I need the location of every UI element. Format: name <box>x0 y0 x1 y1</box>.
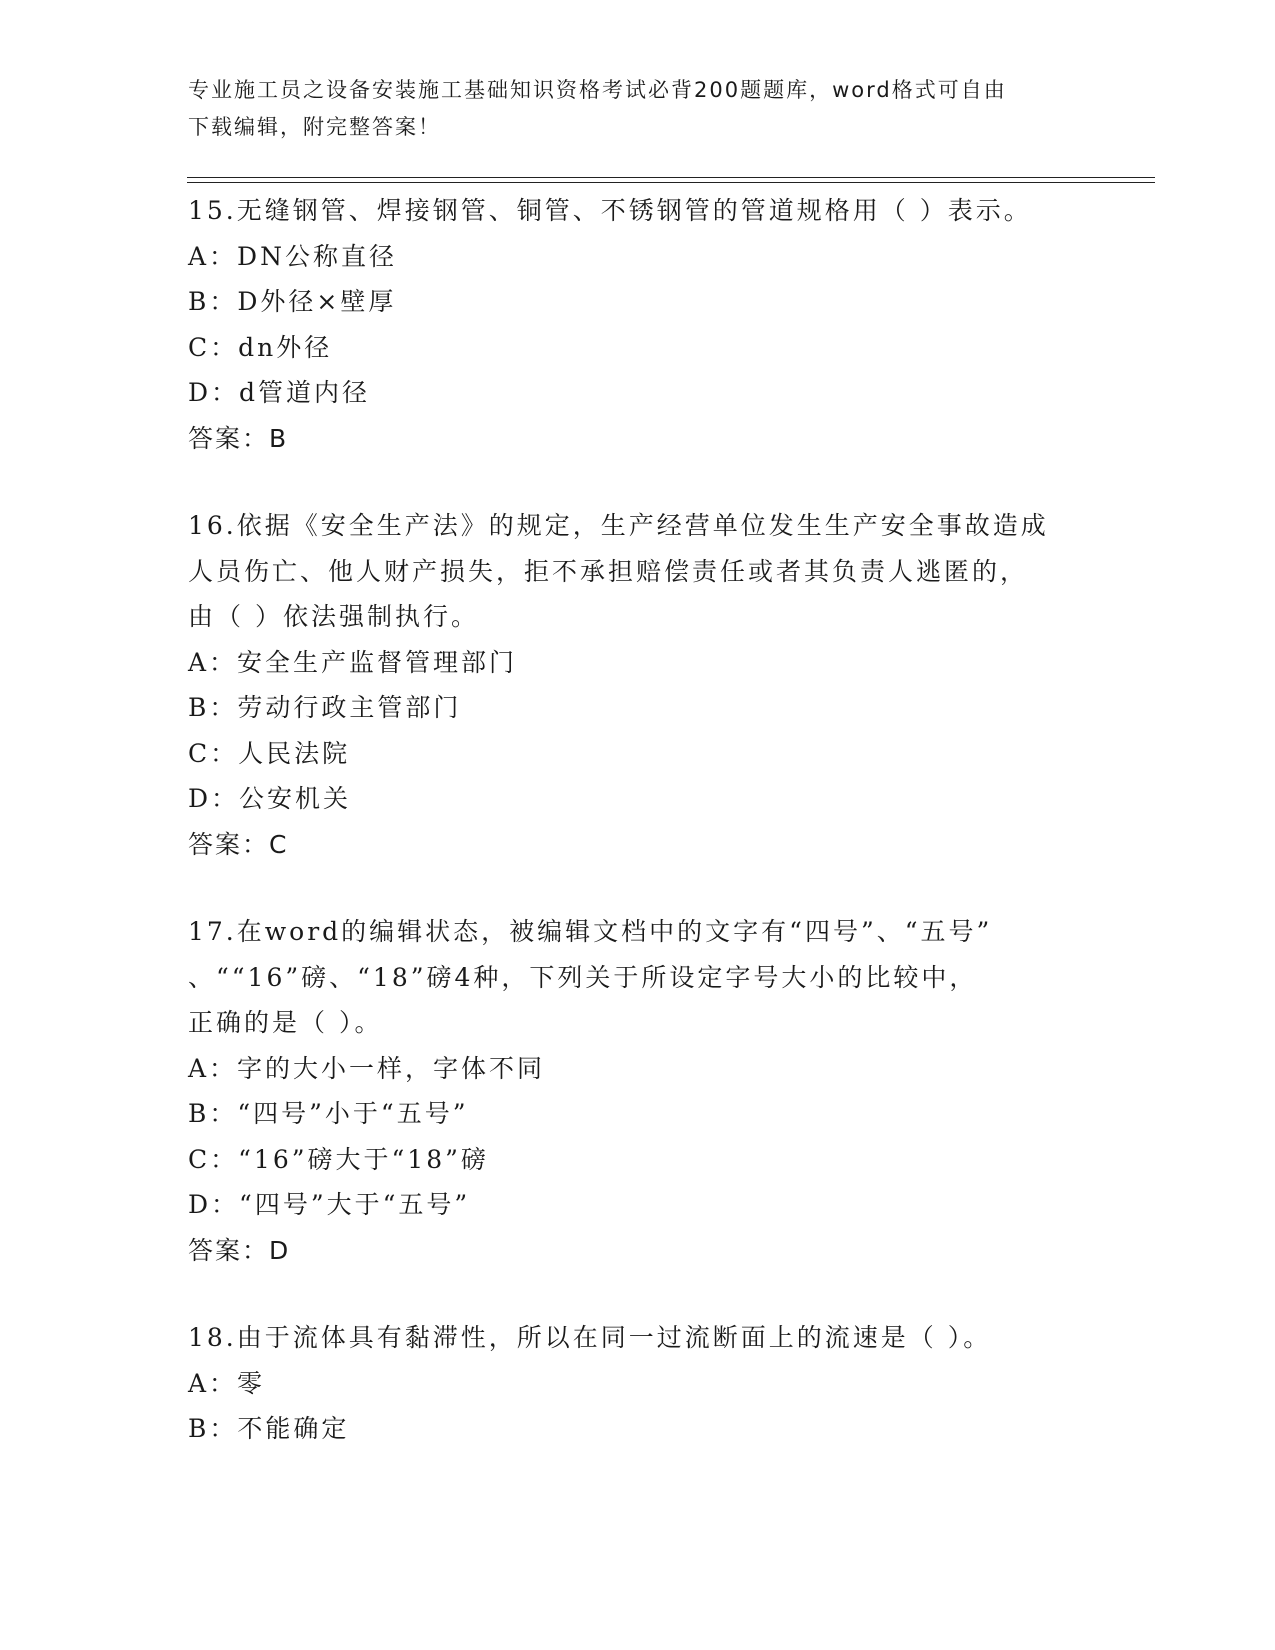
option-d: D：公安机关 <box>188 784 352 813</box>
header-divider-top <box>187 177 1155 178</box>
option-a: A：安全生产监督管理部门 <box>188 647 518 677</box>
answer-label: 答案：C <box>188 829 289 859</box>
option-a: A：字的大小一样，字体不同 <box>188 1053 546 1083</box>
question-stem: 17.在word的编辑状态，被编辑文档中的文字有“四号”、“五号” <box>188 917 993 946</box>
option-c: C：人民法院 <box>188 738 351 768</box>
question-list <box>188 188 1088 1494</box>
header-title-line-2: 下载编辑，附完整答案！ <box>188 115 441 139</box>
option-b: B：D外径×壁厚 <box>188 287 397 316</box>
question-15 <box>188 188 1088 461</box>
header-title-line-1: 专业施工员之设备安装施工基础知识资格考试必背200题题库，word格式可自由 <box>188 78 1007 102</box>
option-a: A：DN公称直径 <box>188 241 397 271</box>
option-c: C：“16”磅大于“18”磅 <box>188 1144 489 1174</box>
question-stem: 15.无缝钢管、焊接钢管、铜管、不锈钢管的管道规格用（ ）表示。 <box>188 196 1032 225</box>
option-b: B：“四号”小于“五号” <box>188 1099 469 1128</box>
question-stem: 正确的是（ ）。 <box>188 1008 383 1037</box>
question-stem: 由（ ）依法强制执行。 <box>188 602 479 631</box>
question-stem: 人员伤亡、他人财产损失，拒不承担赔偿责任或者其负责人逃匿的， <box>188 556 1029 586</box>
question-stem: 16.依据《安全生产法》的规定，生产经营单位发生生产安全事故造成 <box>188 511 1049 540</box>
question-stem: 、““16”磅、“18”磅4种，下列关于所设定字号大小的比较中， <box>188 962 978 992</box>
option-d: D：d管道内径 <box>188 378 371 407</box>
header-divider-bottom <box>187 182 1155 183</box>
option-b: B：不能确定 <box>188 1414 350 1443</box>
answer-label: 答案：B <box>188 423 289 453</box>
answer-label: 答案：D <box>188 1235 291 1265</box>
question-stem: 18.由于流体具有黏滞性，所以在同一过流断面上的流速是（ ）。 <box>188 1323 992 1352</box>
option-d: D：“四号”大于“五号” <box>188 1190 471 1219</box>
option-b: B：劳动行政主管部门 <box>188 693 462 722</box>
option-a: A：零 <box>188 1368 266 1398</box>
question-17 <box>188 909 1088 1273</box>
option-c: C：dn外径 <box>188 332 333 362</box>
question-16 <box>188 503 1088 867</box>
question-18 <box>188 1315 1088 1452</box>
document-header <box>188 72 1068 146</box>
